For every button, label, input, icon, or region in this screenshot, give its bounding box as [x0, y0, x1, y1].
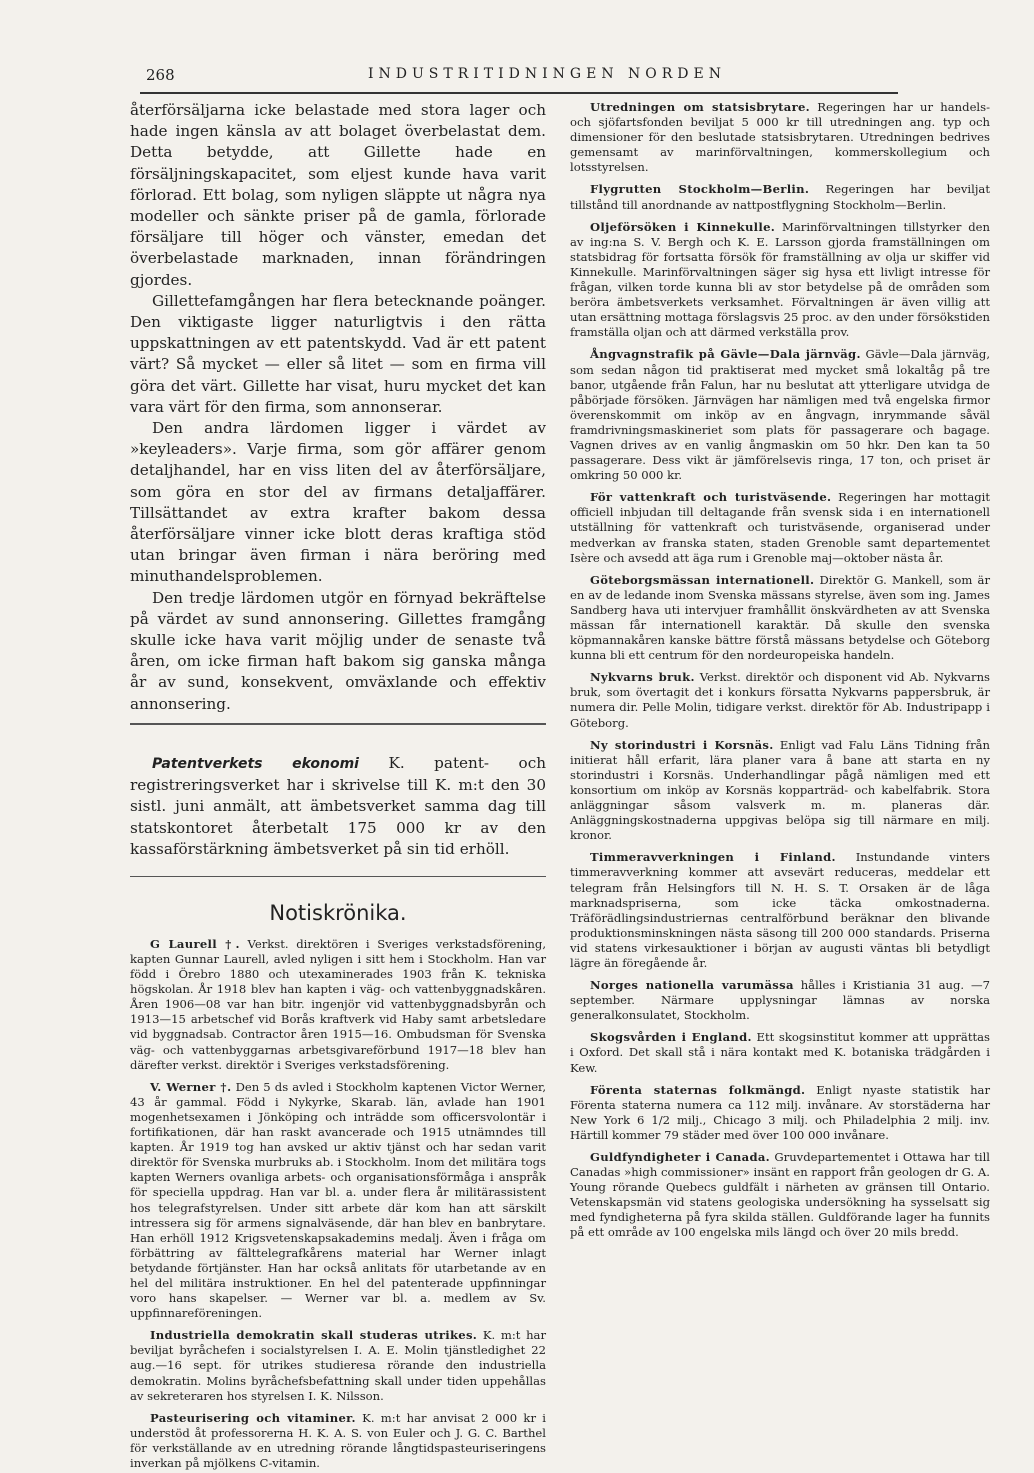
notice-heading: Guldfyndigheter i Canada.	[590, 1150, 770, 1164]
page-header	[140, 62, 898, 94]
notice-heading: Industriella demokratin skall studeras utrikes.	[150, 1328, 478, 1343]
patent-text: K. patent- och registreringsverket har i skrivelse till K. m:t den 30 sistl. juni anmält, att ämbetsverket samma dag till statskontoret återbetalt 175 000 kr av den kassaförstärkning ämbetsverket på sin tid erhöll.	[130, 753, 546, 858]
notice-text: Gruvdepartementet i Ottawa har till Canadas »high commissioner» insänt en rapport från geologen dr G. A. Young rörande Quebecs guldfält i närheten av gränsen till Ontario. Vetenskapsmän vid statens geologiska undersökning ha sysselsatt sig med fyndigheterna på fyra skilda ställen. Guldförande lager ha funnits på ett område av 100 engelska mils längd och över 20 mils bredd.	[570, 1150, 990, 1240]
notice-heading: Förenta staternas folkmängd.	[590, 1082, 806, 1097]
notice-text: Den 5 ds avled i Stockholm kaptenen Victor Werner, 43 år gammal. Född i Nykyrke, Skarab. län, avlade han 1901 mogenhetsexamen i Jönköping och inträdde som officersvolontär i fortifikationen, där han raskt avancerade och 1915 utnämndes till kapten. År 1919 tog han avsked ur aktiv tjänst och har sedan varit direktör för Svenska murbruks ab. i Stockholm. Inom det militära togs kapten Werners ovanliga arbets- och organisationsförmåga i anspråk för speciella uppdrag. Han var bl. a. under flera år militärassistent hos telegrafstyrelsen. Under sitt arbete där kom han att särskilt intressera sig för armens signalväsende, där han blev en banbrytare. Han erhöll 1912 Krigsvetenskapsakademins medalj. Även i fråga om förbättring av fälttelegrafkårens material har Werner inlagt betydande förtjänster. Han har också anlitats för utarbetande av en hel del militära instruktioner. En hel del patenterade uppfinningar voro hans skapelser. — Werner var bl. a. medlem av Sv. uppfinnareföreningen.	[130, 1079, 547, 1321]
notice-item	[130, 1411, 546, 1471]
notice-text: Regeringen har beviljat tillstånd till anordnande av nattpostflygning Stockholm—Berlin.	[570, 182, 990, 212]
article-paragraph: återförsäljarna icke belastade med stora lager och hade ingen känsla av att bolaget överbelastat dem. Detta betydde, att Gillette hade en försäljningskapacitet, som eljest kunde hava varit förlorad. Ett bolag, som nyligen släppte ut några nya modeller och sänkte priser på de gamla, förlorade försäljare till höger och vänster, emedan det överbelastade marknaden, innan förändringen gjordes.	[130, 101, 546, 289]
notice-text: Regeringen har mottagit officiell inbjudan till deltagande från svensk sida i en internationell utställning för vattenkraft och turistväsende, organiserad under medverkan av franska staten, staden Grenoble samt departementet Isère och avsedd att äga rum i Grenoble maj—oktober nästa år.	[570, 490, 991, 565]
notice-heading: Timmeravverkningen i Finland.	[590, 850, 836, 865]
notice-text: Verkst. direktören i Sveriges verkstadsförening, kapten Gunnar Laurell, avled nyligen i sitt hem i Stockholm. Han var född i Örebro 1880 och utexaminerades 1903 från K. tekniska högskolan. År 1918 blev han kapten i väg- och vattenbyggnadskåren. Åren 1906—08 var han bitr. ingenjör vid vattenbyggnadsbyrån och 1913—15 arbetschef vid Borås kraftverk vid Haby samt arbetsledare vid byggnadsab. Contractor åren 1915—16. Ombudsman för Svenska väg- och vattenbyggarnas arbetsgivareförbund 1917—18 blev han därefter verkst. direktör i Sveriges verkstadsförening.	[130, 936, 547, 1072]
article-continuation	[130, 100, 546, 715]
notice-item	[570, 220, 990, 341]
notice-text: Regeringen har ur handels- och sjöfartsfonden beviljat 5 000 kr till utredningen ang. typ och dimensioner för den beslutade statsisbrytaren. Utredningen bedrives gemensamt av marinförvaltningen, kommerskollegium och lotsstyrelsen.	[570, 100, 991, 175]
notice-item	[130, 1080, 546, 1322]
section-title: Notiskrönika.	[269, 900, 407, 925]
notice-item	[570, 573, 990, 664]
page-number: 268	[146, 66, 175, 84]
notice-text: Enligt vad Falu Läns Tidning från initierat håll erfarit, lära planer vara å bane att starta en ny storindustri i Korsnäs. Underhandlingar pågå nämligen med ett konsortium om inköp av Korsnäs kopparträd- och kabelfabrik. Stora anläggningar såsom valsverk m. m. planeras där. Anläggningskostnaderna uppgivas belöpa sig till närmare en milj. kronor.	[570, 737, 990, 843]
notice-heading: G Laurell †.	[150, 936, 240, 951]
divider	[130, 876, 546, 877]
notice-text: Marinförvaltningen tillstyrker den av ing:na S. V. Bergh och K. E. Larsson gjorda framställningen om statsbidrag för fortsatta försök för framställning av olja ur skiffer vid Kinnekulle. Marinförvaltningen säger sig hysa ett livligt intresse för frågan, vilken torde kunna bli av stor betydelse på de områden som beröra ämbetsverkets verksamhet. Förvaltningen är även villig att utan ersättning mottaga förslagsvis 25 proc. av den under försökstiden framställa oljan och att därmed verkställa prov.	[570, 219, 991, 340]
notice-heading: Ny storindustri i Korsnäs.	[590, 737, 774, 752]
article-paragraph: Den tredje lärdomen utgör en förnyad bekräftelse på värdet av sund annonsering. Gillettes framgång skulle icke hava varit möjlig under de senaste två åren, om icke firman haft bakom sig ganska många år av sund, konsekvent, omväxlande och effektiv annonsering.	[130, 588, 546, 713]
article-paragraph: Den andra lärdomen ligger i värdet av »keyleaders». Varje firma, som gör affärer genom detaljhandel, har en viss liten del av återförsäljare, som göra en stor del av firmans detaljaffärer. Tillsättandet av extra krafter bakom dessa återförsäljare vinner icke blott deras kraftiga stöd utan bringar även firman i nära beröring med minuthandelsproblemen.	[130, 419, 546, 586]
divider	[130, 723, 546, 725]
notice-item	[570, 100, 990, 175]
notice-heading: Göteborgsmässan internationell.	[590, 572, 815, 587]
notice-text: K. m:t har anvisat 2 000 kr i understöd åt professorerna H. K. A. S. von Euler och J. G. C. Barthel för verkställande av en utredning rörande långtidspasteuriseringens inverkan på mjölkens C-vitamin.	[130, 1410, 546, 1470]
notice-text: hålles i Kristiania 31 aug. —7 september. Närmare upplysningar lämnas av norska generalkonsulatet, Stockholm.	[570, 978, 990, 1023]
notice-item	[570, 1030, 990, 1075]
notice-text: Gävle—Dala järnväg, som sedan någon tid praktiserat med mycket små lokaltåg på tre banor, utgående från Falun, har nu beslutat att ytterligare utvidga de påbörjade försöken. Järnvägen har nämligen med två engelska firmor överenskommit om inköp av en ångvagn, inrymmande såväl framdrivningsmaskineriet som plats för passagerare och bagage. Vagnen drives av en vanlig ångmaskin om 50 hkr. Den kan ta 50 passagerare. Dess vikt är jämförelsevis ringa, 17 ton, och priset är omkring 50 000 kr.	[570, 347, 991, 483]
left-column	[130, 100, 546, 1473]
patent-heading: Patentverkets ekonomi	[152, 755, 359, 772]
notice-text: Enligt nyaste statistik har Förenta staterna numera ca 112 milj. invånare. Av storstäderna har New York 6 1/2 milj., Chicago 3 milj. och Philadelphia 2 milj. inv. Härtill kommer 79 städer med över 100 000 invånare.	[570, 1082, 990, 1142]
notice-item	[570, 738, 990, 844]
notice-item	[570, 490, 990, 565]
notice-list	[130, 937, 546, 1471]
notice-text: Direktör G. Mankell, som är en av de ledande inom Svenska mässans styrelse, även som ing. James Sandberg hava uti intervjuer framhållit önskvärdheten av att Svenska mässan får internationell karaktär. Då skulle den svenska köpmannakåren kanske bättre förstå mässans betydelse och Göteborg kunna bli ett centrum för den nordeuropeiska handeln.	[570, 572, 990, 663]
notice-heading: Pasteurisering och vitaminer.	[150, 1410, 356, 1425]
article-paragraph: Gillettefamgången har flera betecknande poänger. Den viktigaste ligger naturligtvis i den rätta uppskattningen av ett patentskydd. Vad är ett patent värt? Så mycket — eller så litet — som en firma vill göra det värt. Gillette har visat, huru mycket det kan vara värt för den firma, som annonserar.	[130, 291, 546, 416]
notice-item	[570, 1083, 990, 1143]
notice-heading: V. Werner †.	[150, 1079, 232, 1094]
notice-item	[570, 182, 990, 212]
notice-heading: Ångvagnstrafik på Gävle—Dala järnväg.	[590, 347, 861, 362]
notice-heading: Utredningen om statsisbrytare.	[590, 100, 810, 114]
right-column	[570, 100, 990, 1243]
notice-heading: Nykvarns bruk.	[590, 670, 695, 685]
notice-item	[570, 850, 990, 971]
notice-heading: Oljeförsöken i Kinnekulle.	[590, 219, 776, 234]
notice-heading: Norges nationella varumässa	[590, 978, 794, 993]
journal-title: INDUSTRITIDNINGEN NORDEN	[368, 66, 726, 82]
notice-item	[130, 937, 546, 1073]
notice-heading: För vattenkraft och turistväsende.	[590, 490, 832, 505]
notice-text: Instundande vinters timmeravverkning kommer att avsevärt reduceras, meddelar ett telegram från Helsingfors till N. H. S. T. Orsaken är de låga marknadspriserna, som icke täcka omkostnaderna. Träförädlingsindustriernas centralförbund beräknar den blivande produktionsminskningen nästa säsong till 200 000 standards. Priserna vid statens virkesauktioner i början av augusti väntas bli betydligt lägre än föregående år.	[570, 850, 990, 970]
notice-heading: Flygrutten Stockholm—Berlin.	[590, 182, 810, 197]
notice-text: K. m:t har beviljat byråchefen i socialstyrelsen I. A. E. Molin tjänstledighet 22 aug.—16 sept. för utrikes studieresa rörande den industriella demokratin. Molins byråchefsbefattning skall under tiden uppehållas av sekreteraren hos styrelsen I. K. Nilsson.	[130, 1328, 546, 1403]
notice-text: Ett skogsinstitut kommer att upprättas i Oxford. Det skall stå i nära kontakt med K. botaniska trädgården i Kew.	[570, 1030, 990, 1075]
patent-notice	[130, 753, 546, 860]
notice-item	[570, 978, 990, 1023]
notice-item	[130, 1328, 546, 1403]
notice-text: Verkst. direktör och disponent vid Ab. Nykvarns bruk, som övertagit det i konkurs försatta Nykvarns pappersbruk, är numera dir. Pelle Molin, tidigare verkst. direktör för Ab. Industripapp i Göteborg.	[570, 670, 990, 730]
notice-item	[570, 670, 990, 730]
notice-heading: Skogsvården i England.	[590, 1030, 752, 1045]
notice-item	[570, 1150, 990, 1241]
notice-item	[570, 347, 990, 483]
